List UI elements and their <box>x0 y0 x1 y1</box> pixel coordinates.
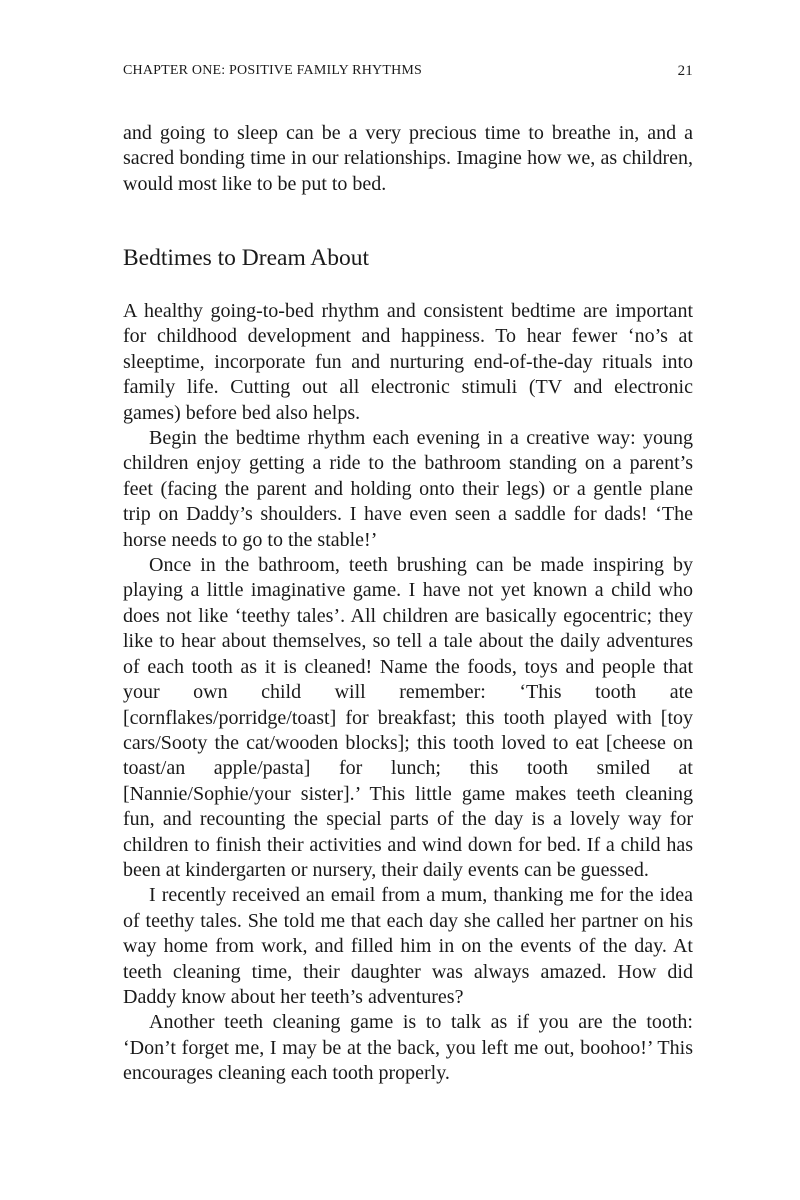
section-body <box>123 299 693 1087</box>
paragraph: I recently received an email from a mum, thanking me for the idea of teethy tales. She told me that each day she called her partner on his way home from work, and filled him in on the events of the day. At teeth cleaning time, their daughter was always amazed. How did Daddy know about her teeth’s adventures? <box>123 884 693 1008</box>
paragraph: Once in the bathroom, teeth brushing can be made inspiring by playing a little imaginative game. I have not yet known a child who does not like ‘teethy tales’. All children are basically egocentric; they like to hear about themselves, so tell a tale about the daily adventures of each tooth as it is cleaned! Name the foods, toys and people that your own child will remember: ‘This tooth ate [cornflakes/porridge/toast] for breakfast; this tooth played with [toy cars/Sooty the cat/wooden blocks]; this tooth loved to eat [cheese on toast/an apple/pasta] for lunch; this tooth smiled at [Nannie/Sophie/your sister].’ This little game makes teeth cleaning fun, and recounting the special parts of the day is a lovely way for children to finish their activities and wind down for bed. If a child has been at kindergarten or nursery, their daily events can be guessed. <box>123 554 693 881</box>
paragraph: Begin the bedtime rhythm each evening in a creative way: young children enjoy getting a ride to the bathroom standing on a parent’s feet (facing the parent and holding onto their legs) or a gentle plane trip on Daddy’s shoulders. I have even seen a saddle for dads! ‘The horse needs to go to the stable!’ <box>123 427 693 551</box>
paragraph: and going to sleep can be a very precious time to breathe in, and a sacred bonding time in our relationships. Imagine how we, as children, would most like to be put to bed. <box>123 122 693 195</box>
page-number: 21 <box>677 63 693 79</box>
running-title: CHAPTER ONE: POSITIVE FAMILY RHYTHMS <box>123 63 423 78</box>
section-heading: Bedtimes to Dream About <box>123 245 370 271</box>
running-head <box>0 63 693 83</box>
paragraph: A healthy going-to-bed rhythm and consistent bedtime are important for childhood development and happiness. To hear fewer ‘no’s at sleeptime, incorporate fun and nurturing end-of-the-day rituals into family life. Cutting out all electronic stimuli (TV and electronic games) before bed also helps. <box>123 300 693 424</box>
intro-text <box>123 121 693 197</box>
paragraph: Another teeth cleaning game is to talk as if you are the tooth: ‘Don’t forget me, I may be at the back, you left me out, boohoo!’ This encourages cleaning each tooth properly. <box>123 1011 693 1085</box>
